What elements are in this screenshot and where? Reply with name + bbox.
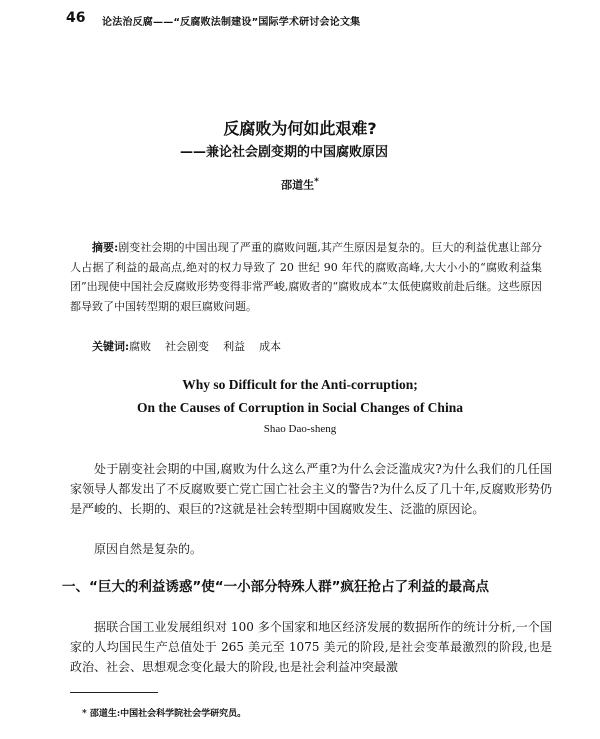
author-line — [0, 176, 600, 193]
keywords-label: 关键词: — [92, 340, 130, 353]
keyword: 腐败 — [129, 340, 152, 353]
body-paragraph: 处于剧变社会期的中国,腐败为什么这么严重?为什么会泛滥成灾?为什么我们的几任国家领导人都发出了不反腐败要亡党亡国亡社会主义的警告?为什么反了几十年,反腐败形势仍是严峻的、长期的、艰巨的?这就是社会转型期中国腐败发生、泛滥的原因论。 — [70, 462, 552, 516]
keyword: 社会剧变 — [165, 340, 210, 353]
article-title: 反腐败为何如此艰难? — [223, 119, 377, 138]
author-name: 邵道生 — [281, 178, 315, 192]
author-footnote-mark: * — [314, 176, 319, 187]
footnote: * 邵道生:中国社会科学院社会学研究员。 — [82, 709, 247, 719]
keywords — [92, 338, 295, 354]
english-title-line-2: On the Causes of Corruption in Social Changes of China — [137, 400, 463, 415]
abstract-text: 剧变社会期的中国出现了严重的腐败问题,其产生原因是复杂的。巨大的利益优惠让部分人占据了利益的最高点,绝对的权力导致了 20 世纪 90 年代的腐败高峰,大大小小的“腐败利益集团”出现使中国社会反腐败形势变得非常严峻,腐败者的“腐败成本”太低使腐败前赴后继。这些原因都导致了中国转型期的艰巨腐败问题。 — [70, 241, 542, 313]
english-author: Shao Dao-sheng — [263, 423, 337, 435]
abstract — [70, 238, 542, 316]
keyword: 利益 — [223, 340, 246, 353]
footnote-divider — [70, 692, 158, 693]
section-paragraph: 据联合国工业发展组织对 100 多个国家和地区经济发展的数据所作的统计分析,一个国家的人均国民生产总值处于 265 美元至 1075 美元的阶段,是社会变革最激烈的阶段,也是政治、社会、思想观念变化最大的阶段,也是社会利益冲突最激 — [70, 620, 552, 674]
page-number: 46 — [66, 10, 86, 26]
abstract-label: 摘要: — [92, 241, 119, 254]
running-title: 论法治反腐——“反腐败法制建设”国际学术研讨会论文集 — [102, 17, 361, 28]
keyword: 成本 — [259, 340, 282, 353]
english-title-line-1: Why so Difficult for the Anti-corruption; — [182, 377, 418, 392]
article-subtitle: ——兼论社会剧变期的中国腐败原因 — [180, 145, 389, 160]
section-heading: 一、“巨大的利益诱惑”使“一小部分特殊人群”疯狂抢占了利益的最高点 — [62, 579, 489, 595]
body-paragraph: 原因自然是复杂的。 — [94, 542, 203, 556]
